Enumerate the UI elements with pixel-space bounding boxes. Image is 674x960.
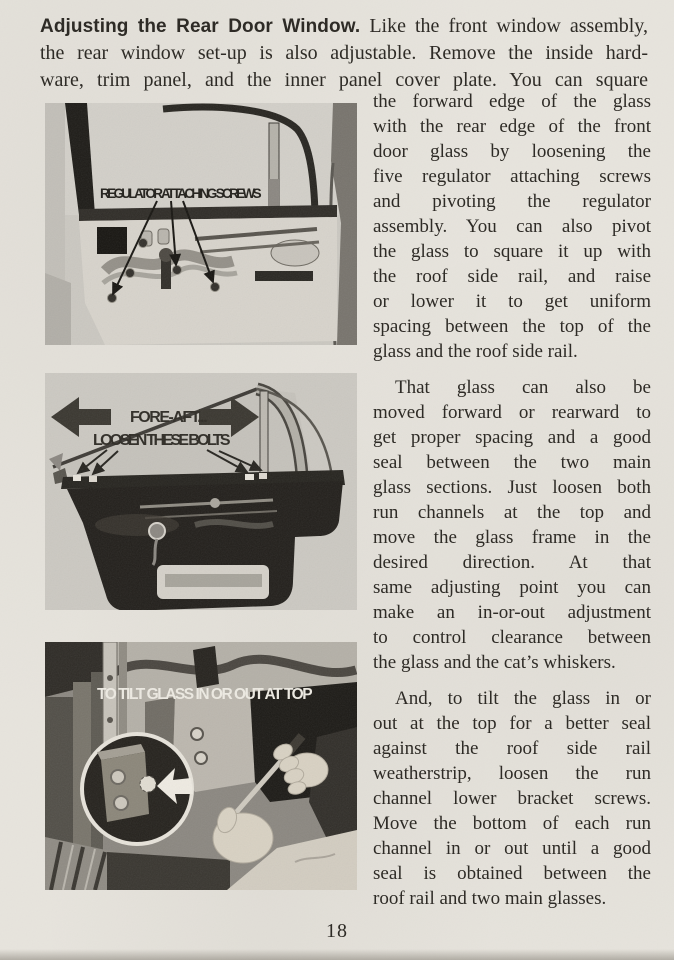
text-line: the glass to square it up with xyxy=(373,241,651,262)
intro-text: Like the front window assembly, xyxy=(369,15,649,37)
text-line: move the glass frame in the xyxy=(373,527,651,548)
photo-fore-aft-illustration xyxy=(45,373,357,610)
text-line: or lower it to get uniform xyxy=(373,291,651,312)
text-line: five regulator attaching screws xyxy=(373,166,651,187)
text-line: assembly. You can also pivot xyxy=(373,216,651,237)
text-line: with the rear edge of the front xyxy=(373,116,651,137)
paragraph-2 xyxy=(373,375,651,675)
text-line: seal is obtained between the xyxy=(373,863,651,884)
text-line: That glass can also be xyxy=(395,377,651,398)
text-line: seal between the two main xyxy=(373,452,651,473)
text-line: make an in-or-out adjustment xyxy=(373,602,651,623)
paragraph-3 xyxy=(373,686,651,911)
text-line: the forward edge of the glass xyxy=(373,91,651,112)
text-line: to control clearance between xyxy=(373,627,651,648)
text-line: get proper spacing and a good xyxy=(373,427,651,448)
text-line: the roof side rail, and raise xyxy=(373,266,651,287)
text-line: weatherstrip, loosen the run xyxy=(373,763,651,784)
intro-paragraph xyxy=(40,13,648,94)
photo-tilt-bracket xyxy=(45,642,357,890)
text-line: channel lower bracket screws. xyxy=(373,788,651,809)
intro-line xyxy=(40,13,648,40)
text-line: run channels at the top and xyxy=(373,502,651,523)
text-line: out at the top for a better seal xyxy=(373,713,651,734)
section-heading: Adjusting the Rear Door Window. xyxy=(40,16,361,37)
intro-line: the rear window set-up is also adjustable. Remove the inside hard- xyxy=(40,42,648,64)
text-line: moved forward or rearward to xyxy=(373,402,651,423)
page-number: 18 xyxy=(326,920,348,942)
text-line: same adjusting point you can xyxy=(373,577,651,598)
photo-fore-aft xyxy=(45,373,357,610)
text-line: spacing between the top of the xyxy=(373,316,651,337)
text-line: Move the bottom of each run xyxy=(373,813,651,834)
page-bottom-edge xyxy=(0,949,674,960)
paragraph-1 xyxy=(373,89,651,364)
text-line: door glass by loosening the xyxy=(373,141,651,162)
text-line: And, to tilt the glass in or xyxy=(395,688,651,709)
text-line: glass and the roof side rail. xyxy=(373,341,578,362)
photo-caption-line1: FORE-AFT... xyxy=(130,409,208,426)
text-line: against the roof side rail xyxy=(373,738,651,759)
intro-line: ware, trim panel, and the inner panel cover plate. You can square xyxy=(40,69,648,91)
text-line: and pivoting the regulator xyxy=(373,191,651,212)
photo-regulator-illustration xyxy=(45,103,357,345)
text-line: channel in or out until a good xyxy=(373,838,651,859)
photo-tilt-illustration xyxy=(45,642,357,890)
photo-caption: REGULATOR ATTACHING SCREWS xyxy=(100,186,262,201)
photo-caption: TO TILT GLASS IN OR OUT AT TOP xyxy=(97,686,313,703)
text-line: the glass and the cat’s whiskers. xyxy=(373,652,616,673)
text-line: desired direction. At that xyxy=(373,552,651,573)
photo-regulator-screws xyxy=(45,103,357,345)
body-column xyxy=(373,89,651,911)
text-line: roof rail and two main glasses. xyxy=(373,888,607,909)
photo-caption-line2: LOOSEN THESE BOLTS xyxy=(93,432,231,449)
text-line: glass sections. Just loosen both xyxy=(373,477,651,498)
